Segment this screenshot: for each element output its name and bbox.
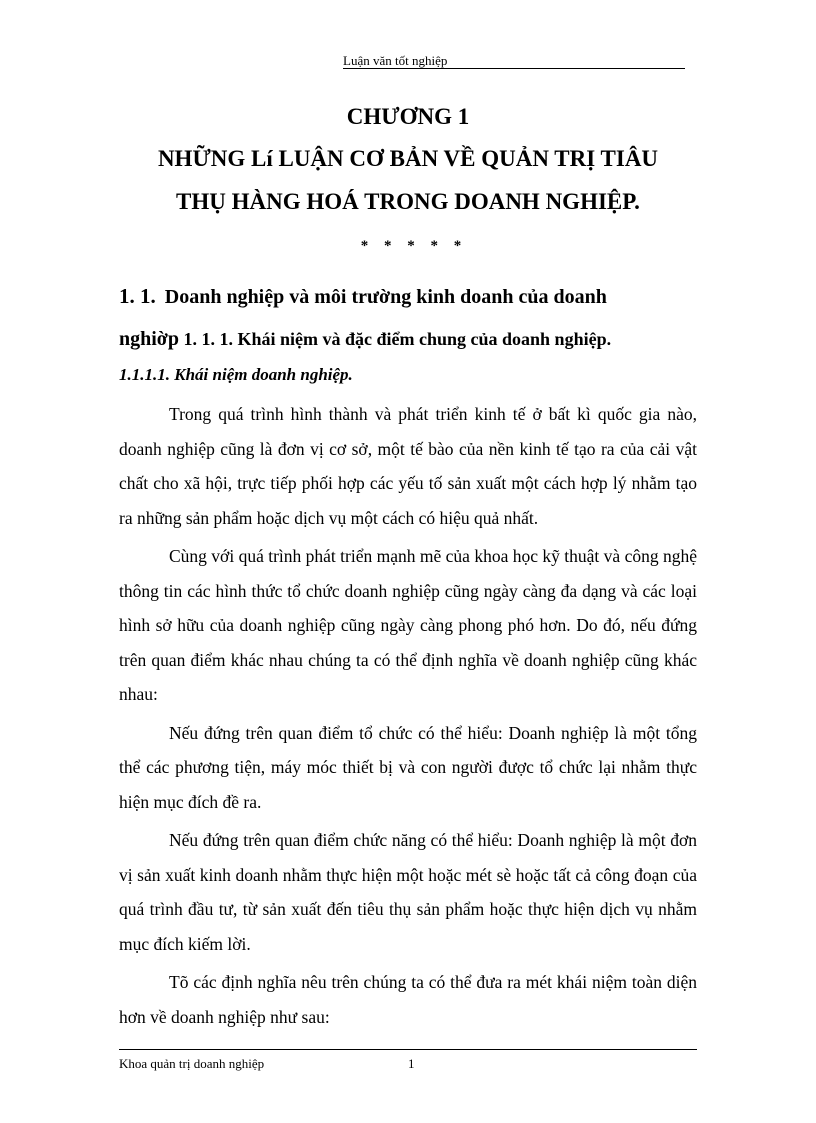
- chapter-separator-stars: * * * * *: [360, 238, 468, 254]
- chapter-title-line2: THỤ HÀNG HOÁ TRONG DOANH NGHIỆP.: [176, 189, 640, 214]
- section-1-1-number: 1. 1.: [119, 284, 156, 308]
- section-1-1-heading: [119, 284, 607, 309]
- section-1-1-1-heading: [119, 328, 611, 351]
- section-1-1-1-lead: nghiờp: [119, 328, 179, 350]
- paragraph: Tõ các định nghĩa nêu trên chúng ta có thể đưa ra mét khái niệm toàn diện hơn về doanh nghiệp như sau:: [119, 972, 697, 1027]
- footer-rule: [119, 1049, 697, 1050]
- body-text: [119, 397, 697, 1038]
- header-rule: [343, 68, 685, 69]
- page-number: 1: [408, 1056, 415, 1071]
- header-title: Luận văn tốt nghiệp: [343, 53, 448, 68]
- chapter-number: CHƯƠNG 1: [346, 104, 470, 129]
- section-1-1-1-1-heading: 1.1.1.1. Khái niệm doanh nghiệp.: [119, 365, 353, 384]
- chapter-title-line1: NHỮNG Lí LUẬN CƠ BẢN VỀ QUẢN TRỊ TIÂU: [157, 146, 659, 171]
- paragraph: Cùng với quá trình phát triển mạnh mẽ của khoa học kỹ thuật và công nghệ thông tin các hình thức tổ chức doanh nghiệp cũng ngày càng đa dạng và các loại hình sở hữu của doanh nghiệp cũng ngày càng phong phó hơn. Do đó, nếu đứng trên quan điểm khác nhau chúng ta có thể định nghĩa về doanh nghiệp cũng khác nhau:: [119, 546, 697, 704]
- section-1-1-1-title: 1. 1. 1. Khái niệm và đặc điểm chung của doanh nghiệp.: [183, 329, 612, 349]
- footer-department: Khoa quản trị doanh nghiệp: [119, 1056, 265, 1071]
- paragraph: Nếu đứng trên quan điểm tổ chức có thể hiểu: Doanh nghiệp là một tổng thể các phương tiện, máy móc thiết bị và con người được tổ chức lại nhằm thực hiện mục đích đề ra.: [119, 722, 697, 812]
- paragraph: Trong quá trình hình thành và phát triển kinh tế ở bất kì quốc gia nào, doanh nghiệp cũng là đơn vị cơ sở, một tế bào của nền kinh tế tạo ra của cải vật chất cho xã hội, trực tiếp phối hợp các yếu tố sản xuất một cách hợp lý nhằm tạo ra những sản phẩm hoặc dịch vụ một cách có hiệu quả nhất.: [119, 404, 697, 528]
- paragraph: Nếu đứng trên quan điểm chức năng có thể hiểu: Doanh nghiệp là một đơn vị sản xuất kinh doanh nhằm thực hiện một hoặc mét sè hoặc tất cả công đoạn của quá trình đầu tư, từ sản xuất đến tiêu thụ sản phẩm hoặc thực hiện dịch vụ nhằm mục đích kiếm lời.: [119, 830, 697, 954]
- section-1-1-title: Doanh nghiệp và môi trường kinh doanh của doanh: [164, 286, 607, 308]
